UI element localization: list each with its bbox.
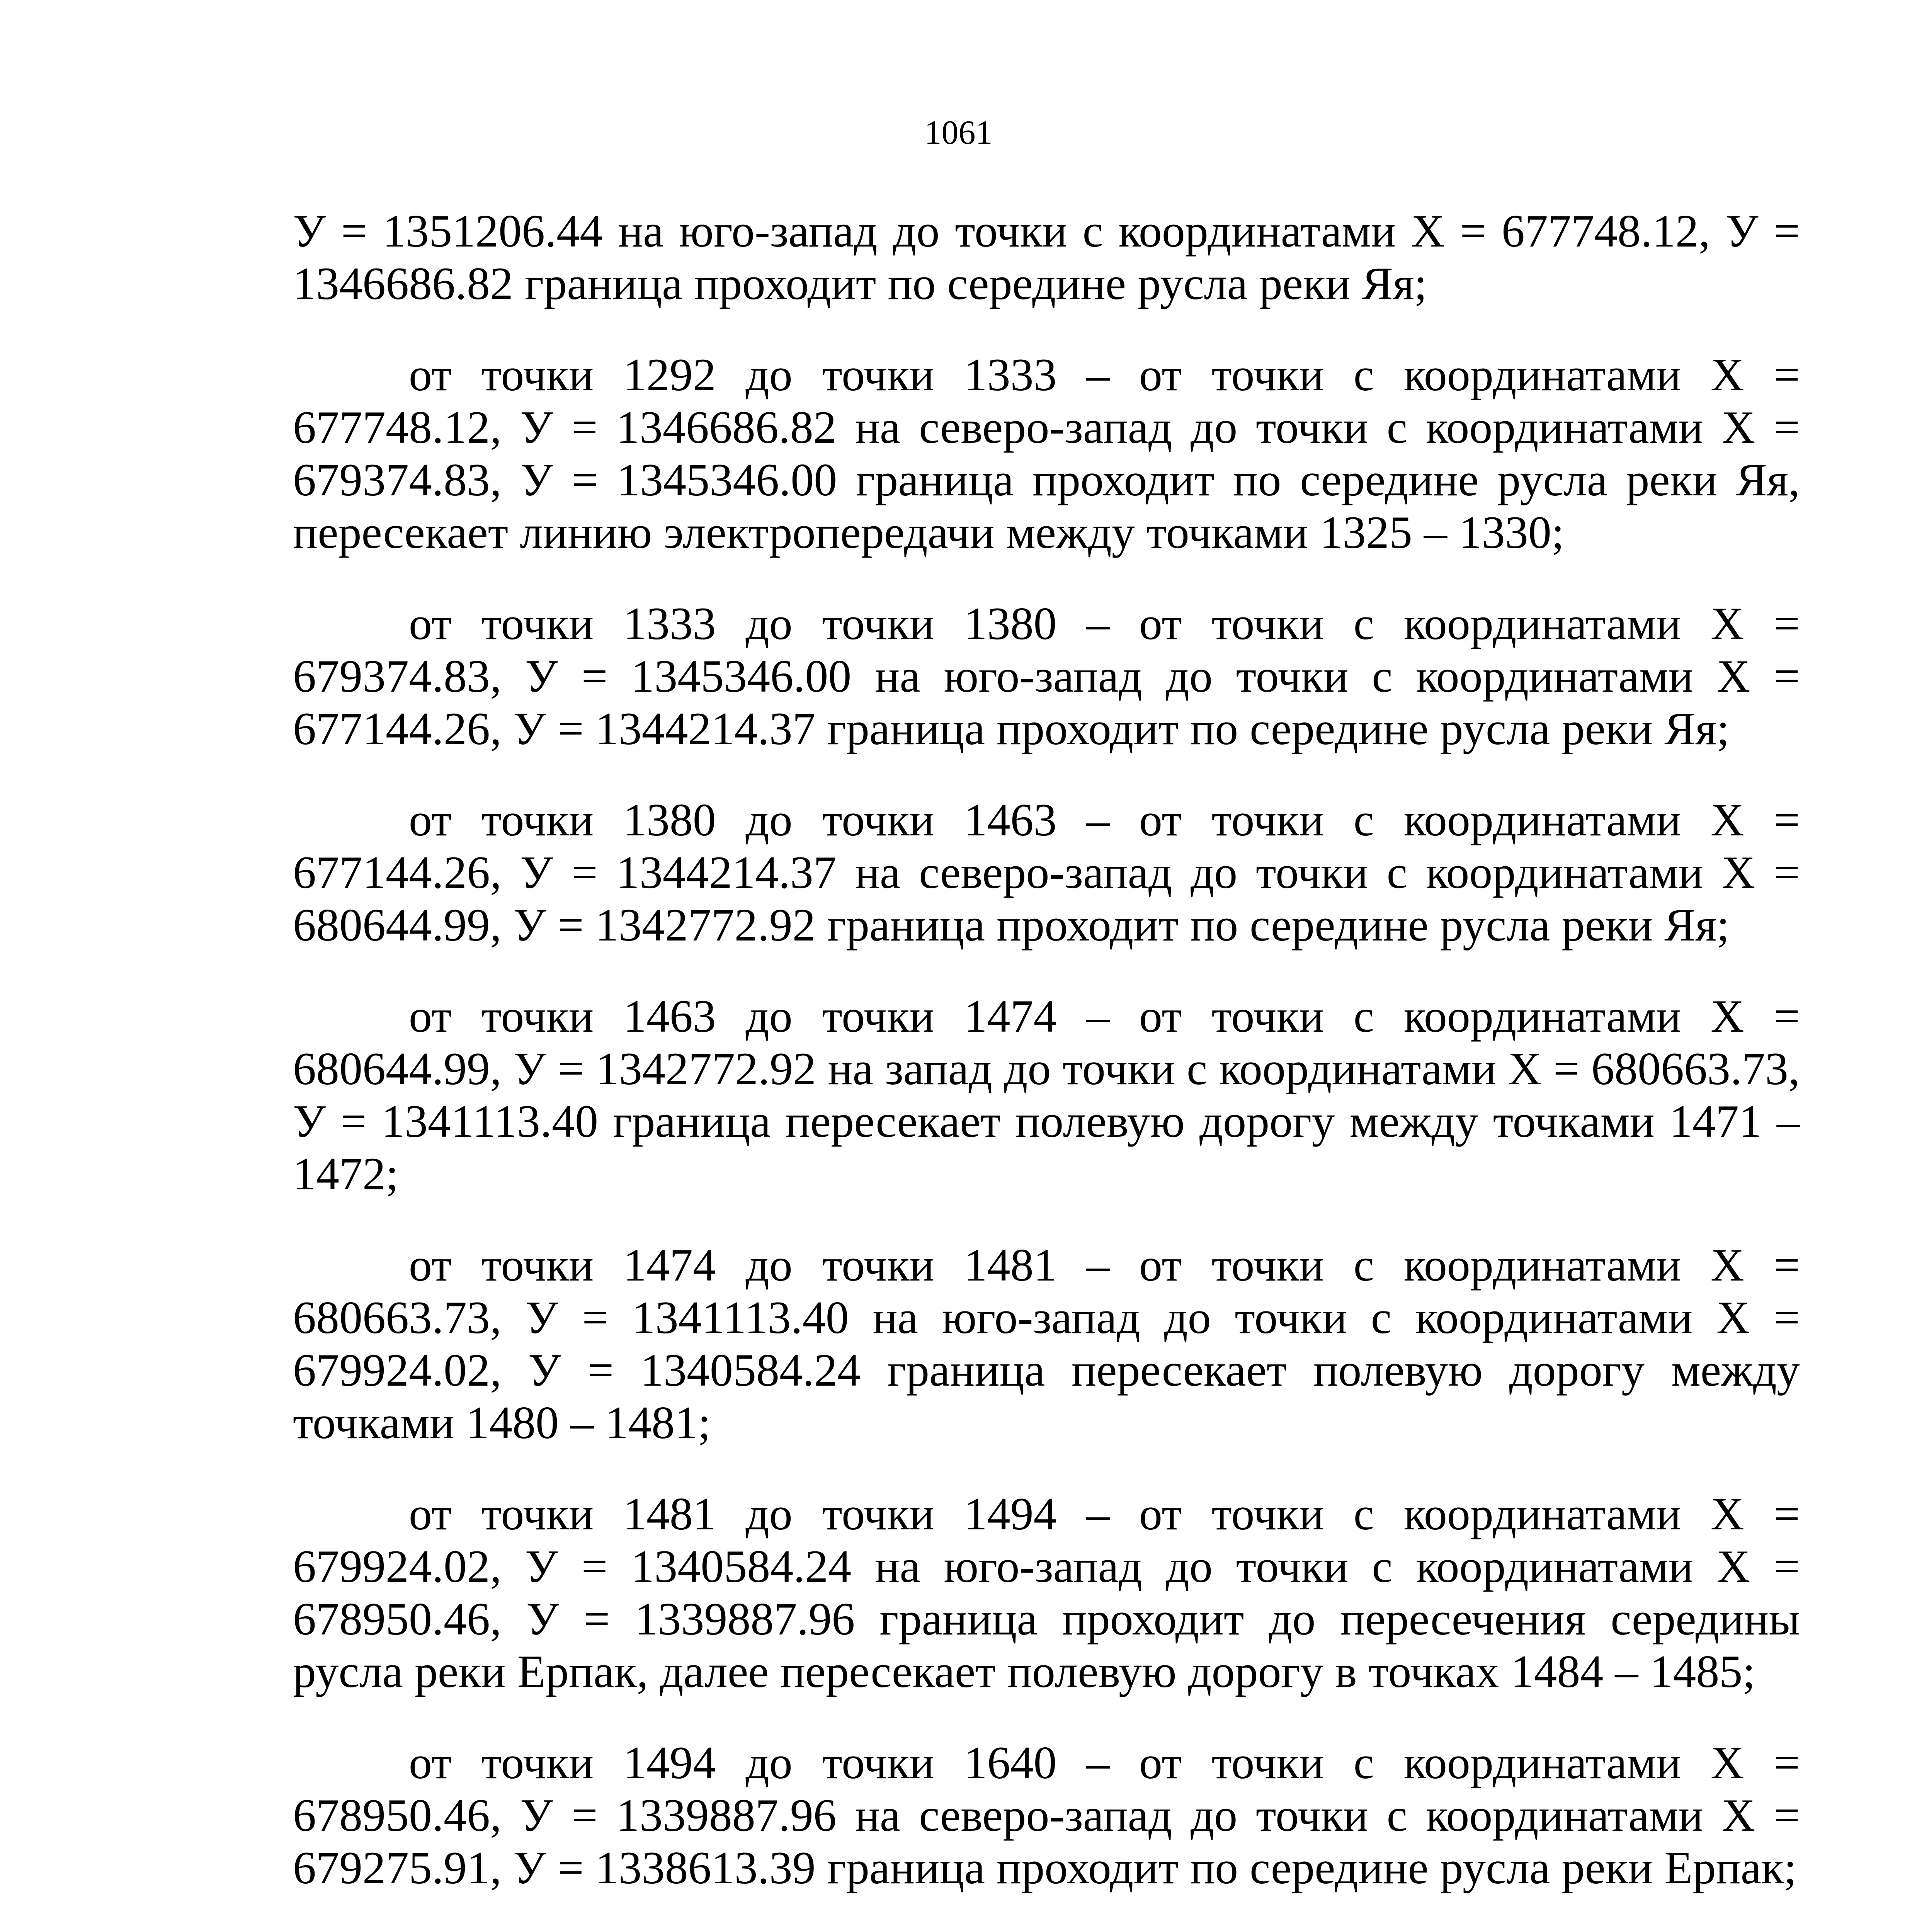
document-body <box>293 205 1800 1932</box>
paragraph-points-1494-1640: от точки 1494 до точки 1640 – от точки с координатами Х = 678950.46, У = 1339887.96 на северо-запад до точки с координатами Х = 679275.91, У = 1338613.39 граница проходит по середине русла реки Ерпак; <box>293 1737 1800 1893</box>
page-number: 1061 <box>924 114 993 151</box>
paragraph-points-1292-1333: от точки 1292 до точки 1333 – от точки с координатами Х = 677748.12, У = 1346686.82 на северо-запад до точки с координатами Х = 679374.83, У = 1345346.00 граница проходит по середине русла реки Яя, пересекает линию электропередачи между точками 1325 – 1330; <box>293 349 1800 558</box>
paragraph-continuation: У = 1351206.44 на юго-запад до точки с координатами Х = 677748.12, У = 1346686.82 граница проходит по середине русла реки Яя; <box>293 205 1800 309</box>
paragraph-points-1474-1481: от точки 1474 до точки 1481 – от точки с координатами Х = 680663.73, У = 1341113.40 на юго-запад до точки с координатами Х = 679924.02, У = 1340584.24 граница пересекает полевую дорогу между точками 1480 – 1481; <box>293 1239 1800 1448</box>
paragraph-points-1463-1474: от точки 1463 до точки 1474 – от точки с координатами Х = 680644.99, У = 1342772.92 на запад до точки с координатами Х = 680663.73, У = 1341113.40 граница пересекает полевую дорогу между точками 1471 – 1472; <box>293 990 1800 1199</box>
paragraph-points-1333-1380: от точки 1333 до точки 1380 – от точки с координатами Х = 679374.83, У = 1345346.00 на юго-запад до точки с координатами Х = 677144.26, У = 1344214.37 граница проходит по середине русла реки Яя; <box>293 598 1800 754</box>
paragraph-points-1380-1463: от точки 1380 до точки 1463 – от точки с координатами Х = 677144.26, У = 1344214.37 на северо-запад до точки с координатами Х = 680644.99, У = 1342772.92 граница проходит по середине русла реки Яя; <box>293 794 1800 951</box>
paragraph-points-1481-1494: от точки 1481 до точки 1494 – от точки с координатами Х = 679924.02, У = 1340584.24 на юго-запад до точки с координатами Х = 678950.46, У = 1339887.96 граница проходит до пересечения середины русла реки Ерпак, далее пересекает полевую дорогу в точках 1484 – 1485; <box>293 1488 1800 1697</box>
